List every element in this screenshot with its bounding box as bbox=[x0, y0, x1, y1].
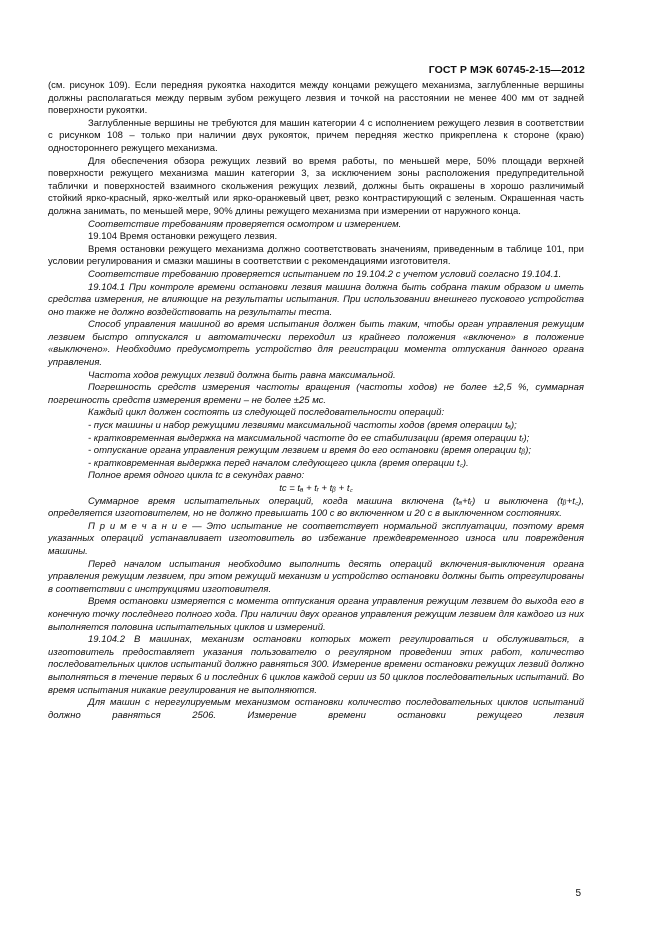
document-header: ГОСТ Р МЭК 60745-2-15—2012 bbox=[428, 64, 585, 76]
paragraph-24: Для машин с нерегулируемым механизмом остановки количество последовательных циклов испытаний должно равняться 2506. Измерение времени остановки режущего лезвия bbox=[48, 697, 584, 721]
formula: tᴄ = tₐ + tᵣ + tᵦ + t꜀ bbox=[279, 483, 353, 494]
paragraph-17: Полное время одного цикла tᴄ в секундах равно: bbox=[88, 470, 305, 482]
page-number: 5 bbox=[575, 888, 581, 899]
paragraph-19-104-2: 19.104.2 В машинах, механизм остановки которых может регулироваться и обслуживаться, а изготовитель предоставляет указания пользователю о регулярном проведении этих работ, количество последовательных циклов испытаний должно равняться 300. Измерение времени остановки режущих лезвий должно выполняться в течение первых 6 и последних 6 циклов каждой серии из 50 циклов последовательных испытаний. Во время испытания никакие регулирования не выполняются. bbox=[48, 634, 584, 696]
paragraph-19: Суммарное время испытательных операций, когда машина включена (tₐ+tᵣ) и выключена (tᵦ+t꜀), определяется изготовителем, но не должно превышать 100 с во включенном и 20 с в выключенном состояниях. bbox=[48, 495, 584, 520]
paragraph-10: Частота ходов режущих лезвий должна быть равна максимальной. bbox=[88, 369, 396, 381]
paragraph-9: Способ управления машиной во время испытания должен быть таким, чтобы орган управления режущим лезвием быстро отпускался и автоматически переходил из крайнего положения «включено» в положение «выключено». Необходимо предусмотреть устройство для регистрации момента отпускания данного органа управления. bbox=[48, 319, 584, 369]
list-item-2: - кратковременная выдержка на максимальной частоте до ее стабилизации (время операции tᵣ); bbox=[88, 432, 530, 444]
paragraph-7: Соответствие требованию проверяется испытанием по 19.104.2 с учетом условий согласно 19.104.1. bbox=[88, 268, 562, 280]
paragraph-22: Время остановки измеряется с момента отпускания органа управления режущим лезвием до выхода его в конечную точку последнего полного хода. При наличии двух органов управления режущим лезвием для каждого из них выполняется половина испытательных циклов и измерений. bbox=[48, 596, 584, 633]
paragraph-12: Каждый цикл должен состоять из следующей последовательности операций: bbox=[88, 407, 445, 419]
paragraph-6: Время остановки режущего механизма должно соответствовать значениям, приведенным в таблице 101, при условии регулирования и смазки машины в соответствии с рекомендациями изготовителя. bbox=[48, 243, 584, 268]
list-item-1: - пуск машины и набор режущими лезвиями максимальной частоты ходов (время операции tₐ); bbox=[88, 420, 517, 432]
paragraph-11: Погрешность средств измерения частоты вращения (частоты ходов) не более ±2,5 %, суммарная погрешность средств измерения времени – не более ±25 мс. bbox=[48, 382, 584, 406]
note: П р и м е ч а н и е — Это испытание не соответствует нормальной эксплуатации, поэтому время указанных операций устанавливает изготовитель во избежание преждевременного износа или повреждения машины. bbox=[48, 520, 584, 557]
paragraph-19-104-1: 19.104.1 При контроле времени остановки лезвия машина должна быть собрана таким образом и иметь средства измерения, не влияющие на результаты испытания. При использовании внешнего пускового устройства оно также не должно воздействовать на результаты теста. bbox=[48, 281, 584, 318]
section-heading-19-104: 19.104 Время остановки режущего лезвия. bbox=[88, 231, 278, 243]
paragraph-3: Для обеспечения обзора режущих лезвий во время работы, по меньшей мере, 50% площади верхней поверхности режущего механизма машин категории 3, за исключением зоны расположения предупредительной таблички и поверхностей взаимного скольжения режущих лезвий, должны быть окрашены в хорошо различимый стойкий ярко-красный, ярко-желтый или ярко-оранжевый цвет, резко контрастирующий с зеленым. Окрашенная часть должна занимать, по меньшей мере, 90% длины режущего механизма при измерении от наружного конца. bbox=[48, 155, 584, 217]
list-item-4: - кратковременная выдержка перед началом следующего цикла (время операции t꜀). bbox=[88, 457, 469, 469]
document-body bbox=[48, 80, 584, 722]
list-item-3: - отпускание органа управления режущим лезвием и время до его остановки (время операции tᵦ); bbox=[88, 445, 532, 457]
paragraph-21: Перед началом испытания необходимо выполнить десять операций включения-выключения органа управления режущим лезвием, при этом режущий механизм и устройство остановки должны быть отрегулированы в соответствии с инструкциями изготовителя. bbox=[48, 558, 584, 595]
paragraph-1: (см. рисунок 109). Если передняя рукоятка находится между концами режущего механизма, заглубленные вершины должны располагаться между первым зубом режущего лезвия и точкой на расстоянии не менее 400 мм от задней поверхности рукоятки. bbox=[48, 80, 584, 117]
paragraph-2: Заглубленные вершины не требуются для машин категории 4 с исполнением режущего лезвия в соответствии с рисунком 108 – только при наличии двух рукояток, причем передняя жестко прикреплена к стороне (краю) одностороннего режущего механизма. bbox=[48, 117, 584, 154]
paragraph-4: Соответствие требованиям проверяется осмотром и измерением. bbox=[88, 218, 402, 230]
